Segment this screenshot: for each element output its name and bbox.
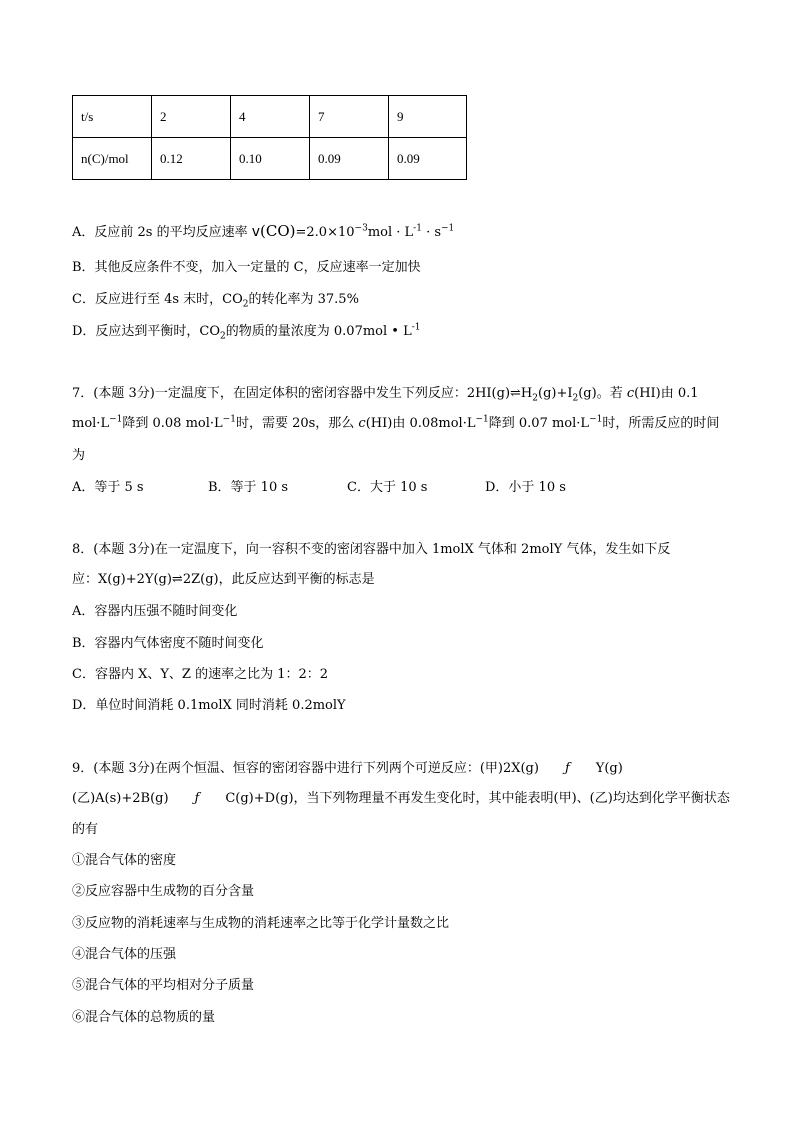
q8-option-d: D．单位时间消耗 0.1molX 同时消耗 0.2molY <box>72 698 346 713</box>
table-cell: 0.09 <box>310 138 389 180</box>
stem-text: (HI)由 0.08mol·L <box>365 416 476 431</box>
exponent: −1 <box>475 414 489 425</box>
table-cell: 4 <box>231 96 310 138</box>
subscript: 2 <box>532 393 538 404</box>
q8-option-a: A．容器内压强不随时间变化 <box>72 604 238 619</box>
q7-option-b: B．等于 10 s <box>208 480 289 495</box>
exponent: −1 <box>109 414 123 425</box>
table-cell: 7 <box>310 96 389 138</box>
q7-stem-line2 <box>72 414 719 434</box>
option-text: A．反应前 2s 的平均反应速率 <box>72 225 252 240</box>
table-cell: 0.10 <box>231 138 310 180</box>
exponent: −1 <box>222 414 236 425</box>
table-row <box>73 96 467 138</box>
stem-text: mol·L <box>72 416 110 431</box>
q8-option-b: B．容器内气体密度不随时间变化 <box>72 636 264 651</box>
q9-item: ④混合气体的压强 <box>72 947 177 962</box>
stem-text: Y(g) <box>595 761 623 776</box>
table-cell: 0.09 <box>389 138 467 180</box>
q7-stem-line3: 为 <box>72 448 86 463</box>
stem-text: 时，需要 20s，那么 <box>235 416 359 431</box>
q9-item: ⑥混合气体的总物质的量 <box>72 1010 216 1025</box>
q9-item: ⑤混合气体的平均相对分子质量 <box>72 978 255 993</box>
q8-option-c: C．容器内 X、Y、Z 的速率之比为 1：2：2 <box>72 667 329 682</box>
co-formula: (CO) <box>260 222 296 240</box>
unit-text: mol · L <box>367 225 414 240</box>
q9-item: ①混合气体的密度 <box>72 853 177 868</box>
q7-option-c: C．大于 10 s <box>347 480 428 495</box>
table-cell: 2 <box>152 96 231 138</box>
subscript: 2 <box>242 299 249 310</box>
concentration-symbol: c <box>626 386 635 401</box>
equilibrium-symbol: ƒ <box>564 761 570 776</box>
exponent: -1 <box>413 223 422 234</box>
q7-option-a: A．等于 5 s <box>72 480 144 495</box>
stem-text: 降到 0.07 mol·L <box>488 416 590 431</box>
stem-text: 7．(本题 3分)一定温度下，在固定体积的密闭容器中发生下列反应：2HI(g)⇌H <box>72 386 533 401</box>
stem-text: C(g)+D(g)，当下列物理量不再发生变化时，其中能表明(甲)、(乙)均达到化学平衡状态 <box>225 791 730 806</box>
table-cell: 9 <box>389 96 467 138</box>
exponent: −1 <box>441 223 455 234</box>
stem-text: (g)。若 <box>578 386 627 401</box>
table-cell: t/s <box>73 96 152 138</box>
table-cell: 0.12 <box>152 138 231 180</box>
stem-text: 时，所需反应的时间 <box>602 416 720 431</box>
q9-stem-line2 <box>72 789 730 809</box>
table-cell: n(C)/mol <box>73 138 152 180</box>
q7-stem-line1 <box>72 384 699 404</box>
q8-stem-line2: 应：X(g)+2Y(g)⇌2Z(g)，此反应达到平衡的标志是 <box>72 572 375 587</box>
q6-option-a <box>72 221 454 243</box>
q7-options <box>72 478 566 498</box>
unit-text: · s <box>421 225 442 240</box>
option-text: 的转化率为 37.5% <box>248 292 359 307</box>
q6-option-b: B．其他反应条件不变，加入一定量的 C，反应速率一定加快 <box>72 260 421 275</box>
exponent: -1 <box>411 322 421 333</box>
exponent: −3 <box>354 223 368 234</box>
table-row <box>73 138 467 180</box>
rate-value: =2.0×10 <box>295 225 355 240</box>
q7-option-d: D．小于 10 s <box>485 480 566 495</box>
q9-stem-line3: 的有 <box>72 822 99 837</box>
time-amount-table <box>72 95 467 180</box>
option-text: C．反应进行至 4s 末时，CO <box>72 292 243 307</box>
option-text: D．反应达到平衡时，CO <box>72 324 221 339</box>
stem-text: (HI)由 0.1 <box>634 386 699 401</box>
concentration-symbol: c <box>358 416 366 431</box>
q9-item: ②反应容器中生成物的百分含量 <box>72 884 255 899</box>
q9-stem-line1 <box>72 759 623 779</box>
velocity-symbol: v <box>251 224 261 240</box>
stem-text: (g)+I <box>538 386 573 401</box>
subscript: 2 <box>572 393 579 404</box>
stem-text: 9．(本题 3分)在两个恒温、恒容的密闭容器中进行下列两个可逆反应：(甲)2X(g) <box>72 761 539 776</box>
q9-item: ③反应物的消耗速率与生成物的消耗速率之比等于化学计量数之比 <box>72 916 450 931</box>
q6-option-d <box>72 322 421 342</box>
option-text: 的物质的量浓度为 0.07mol • L <box>225 324 412 339</box>
stem-text: 降到 0.08 mol·L <box>122 416 223 431</box>
q6-option-c <box>72 290 359 310</box>
exponent: −1 <box>589 414 603 425</box>
subscript: 2 <box>220 331 226 342</box>
q8-stem-line1: 8．(本题 3分)在一定温度下，向一容积不变的密闭容器中加入 1molX 气体和 2molY 气体，发生如下反 <box>72 542 671 557</box>
stem-text: (乙)A(s)+2B(g) <box>72 791 169 806</box>
equilibrium-symbol: ƒ <box>194 791 200 806</box>
